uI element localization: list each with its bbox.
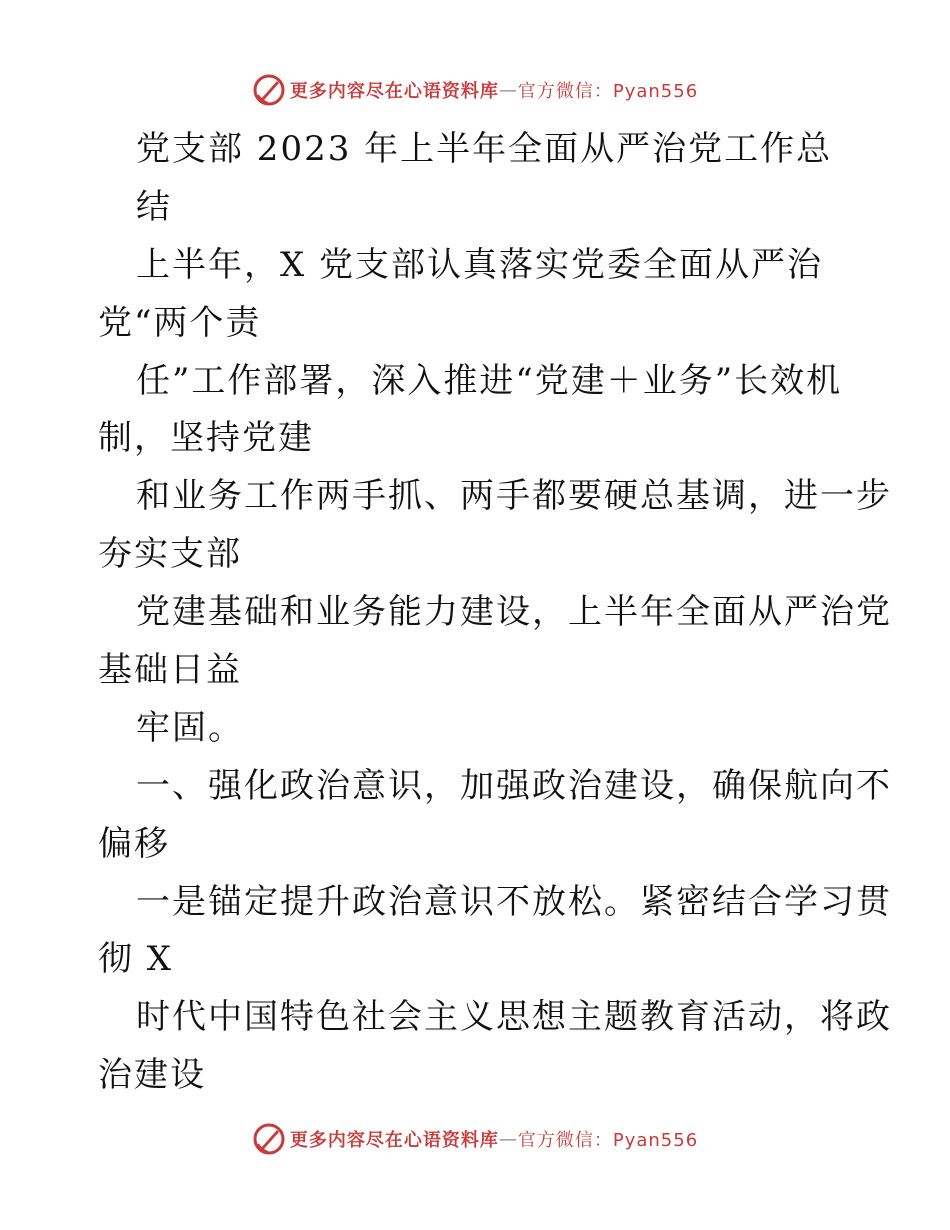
header-watermark bbox=[0, 70, 950, 110]
paragraph-line: 制，坚持党建 bbox=[98, 418, 314, 459]
title-line-2: 结 bbox=[136, 186, 172, 227]
paragraph-line: 党“两个责 bbox=[98, 302, 262, 343]
watermark-dash: — bbox=[498, 1128, 518, 1150]
paragraph-line: 彻 X bbox=[98, 939, 174, 980]
paragraph-line: 基础日益 bbox=[98, 650, 242, 691]
paragraph-line: 时代中国特色社会主义思想主题教育活动，将政 bbox=[136, 997, 892, 1038]
paragraph-line: 和业务工作两手抓、两手都要硬总基调，进一步 bbox=[136, 476, 892, 517]
watermark-ad-text: 更多内容尽在心语资料库 bbox=[289, 1130, 499, 1151]
paragraph-line: 任”工作部署，深入推进“党建＋业务”长效机 bbox=[136, 360, 843, 401]
watermark-dash: — bbox=[498, 79, 518, 101]
section-heading: 一、强化政治意识，加强政治建设，确保航向不 bbox=[136, 765, 892, 806]
section-heading-cont: 偏移 bbox=[98, 823, 170, 864]
watermark-ad-text: 更多内容尽在心语资料库 bbox=[289, 81, 499, 102]
watermark-wechat-text: 官方微信：Pyan556 bbox=[517, 81, 699, 102]
paragraph-line: 夯实支部 bbox=[98, 534, 242, 575]
paragraph-line: 党建基础和业务能力建设，上半年全面从严治党 bbox=[136, 592, 892, 633]
quill-pen-logo-icon bbox=[252, 1122, 286, 1156]
paragraph-line: 上半年，X 党支部认真落实党委全面从严治 bbox=[136, 244, 824, 285]
document-body bbox=[98, 121, 892, 1105]
title-line-1: 党支部 2023 年上半年全面从严治党工作总 bbox=[136, 129, 833, 169]
paragraph-line: 牢固。 bbox=[136, 707, 244, 748]
quill-pen-logo-icon bbox=[252, 73, 286, 107]
paragraph-line: 一是锚定提升政治意识不放松。紧密结合学习贯 bbox=[136, 881, 892, 922]
watermark-wechat-text: 官方微信：Pyan556 bbox=[517, 1130, 699, 1151]
footer-watermark bbox=[0, 1119, 950, 1159]
paragraph-line: 治建设 bbox=[98, 1055, 206, 1096]
